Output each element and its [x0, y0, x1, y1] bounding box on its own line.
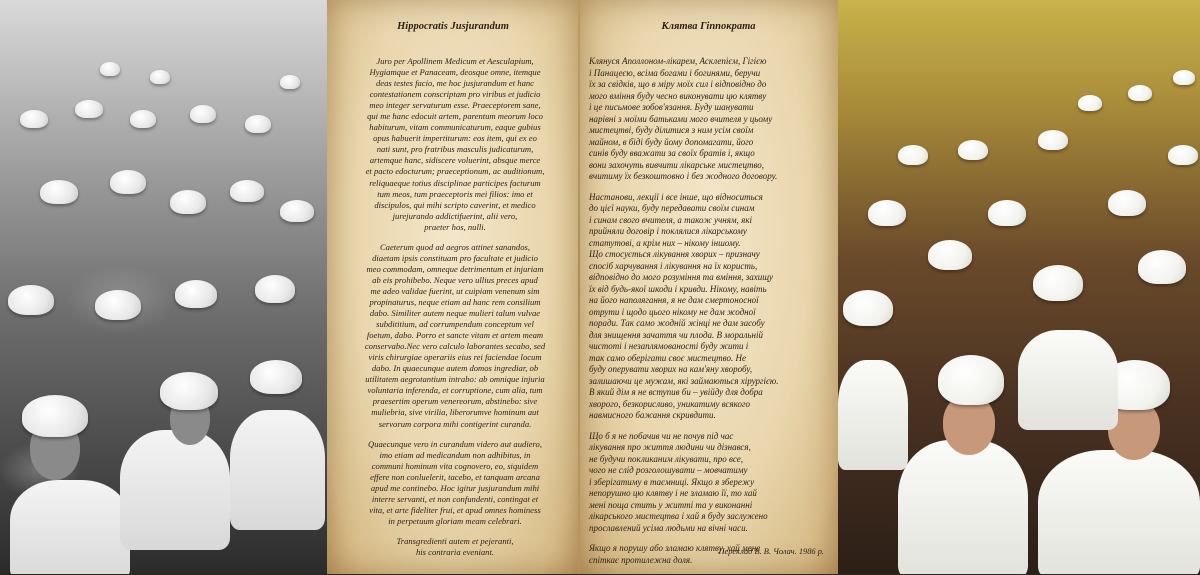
- student-figure: [1138, 250, 1186, 284]
- student-figure: [170, 190, 206, 214]
- student-figure: [1078, 95, 1102, 111]
- student-figure: [160, 372, 218, 410]
- student-figure: [130, 110, 156, 128]
- student-figure: [1018, 330, 1118, 430]
- modern-students-photo: [838, 0, 1200, 574]
- ukrainian-oath-page: [579, 0, 838, 574]
- latin-paragraph: Transgredienti autem et pejeranti, his contraria eveniant.: [396, 535, 514, 557]
- student-figure: [20, 110, 48, 128]
- latin-paragraph: Juro per Apollinem Medicum et Aesculapium, Hygiamque et Panaceam, deosque omne, itemque deas testes facio, me hoc jusjurandum et hanc contestationem conscriptam pro viribus et judicio meo integer servaturum esse. Praeceptorem sane, qui me hanc edocuit artem, parentum meorum loco habiturum, vitam communicaturum, eaque gubius opus habuerit impertiturum: eos item, qui ex eo nati sunt, pro fratribus masculis judicaturum, artemque hanc, sidiscere voluerint, absque merce et pacto edocturum; praeceptionum, ac auditionum, reliquaeque totius disciplinae participes facturum tum meos, tum praeceptoris mei filios: imo et discipulos, qui mihi scripto caverint, et medico jurejurando addictifuerint, alii vero, praeter hos, nulli.: [365, 56, 545, 232]
- student-figure: [1108, 190, 1146, 216]
- student-figure: [190, 105, 216, 123]
- student-figure: [280, 75, 300, 89]
- student-figure: [8, 285, 54, 315]
- student-figure: [100, 62, 120, 76]
- latin-title: Hippocratis Jusjurandum: [397, 21, 509, 32]
- latin-paragraph: Caeterum quod ad aegros attinet sanandos, diaetam ipsis constituam pro facultate et judicio meo commodam, omneque detrimentum et injuriam ab eis prohibebo. Neque vero ullius preces apud me adeo validae fuerint, ut cuipiam venenum sim propinaturus, neque etiam ad hanc rem consilium dabo. Similiter autem neque mulieri talum vulvae subdititium, ad corrumpendum conceptum vel foetum, dabo. Porro et sancte vitam et artem meam conservabo.Nec vero calculo laborantes secabo, sed viris chirurgiae operariis eius rei faciendae locum dabo. In quaecunque autem domos ingrediar, ob utilitatem aegrotantium intrabo: ab omnique injuria voluntaria inferenda, et corruptione, cum alia, tum praesertim operum venereorum, abstinebo: sive muliebria, sive virilia, liberorumve hominum aut servorum corpora mihi contigerint curanda.: [364, 241, 546, 429]
- historic-students-photo: [0, 0, 327, 574]
- student-figure: [1033, 265, 1083, 301]
- student-figure: [898, 145, 928, 165]
- student-figure: [868, 200, 906, 226]
- student-figure: [838, 360, 908, 470]
- ukrainian-title: Клятва Гіппократа: [661, 21, 756, 32]
- student-figure: [1038, 450, 1200, 574]
- latin-text: [341, 56, 569, 567]
- student-figure: [245, 115, 271, 133]
- student-figure: [928, 240, 972, 270]
- student-figure: [1173, 70, 1195, 85]
- latin-paragraph: Quaecunque vero in curandum videro aut audiero, imo etiam ad medicandum non adhibitus, in communi hominum vita cognovero, eo, siquidem effere non conluelerit, tacebo, et tanquam arcana apud me continebo. Hoc igitur jusjurandum mihi interre servanti, et non confundenti, contingat et vita, et arte fideliter frui, et apud omnes hominess in perpetuum gloriam meam celebrari.: [368, 438, 542, 526]
- ukrainian-paragraph: Настанови, лекції і все інше, що відноситься до цієї науки, буду передавати своїм синам і синам свого вчителя, а також учням, які прийняли договір і поклялися лікарському статутові, а крім них – нікому іншому. Що стосується лікування хворих – призначу спосіб харчування і лікування на їх користь, відповідно до мого розуміння та вміння, захищу їх від будь-якої шкоди і кривди. Нікому, навіть на його наполягання, я не дам смертоносної отрути і щодо цього нікому не дам жодної поради. Так само жодній жінці не дам засобу для знищення зачаття чи плода. В моральній чистоті і незаплямованості буду жити і так само оберігати своє мистецтво. Не буду оперувати хворих на кам'яну хворобу, залишаючи це мужам, які займаються хірургією. В який дім я не вступив би – увійду для добра хворого, безкорисливо, уникатиму всякого навмисного бажання скривдити.: [589, 191, 779, 420]
- student-figure: [898, 440, 1028, 574]
- student-figure: [230, 180, 264, 202]
- student-figure: [938, 355, 1004, 405]
- ukrainian-paragraph: Якщо я порушу або зламаю клятву, хай мене спіткає протилежна доля.: [589, 543, 761, 565]
- ukrainian-text: [589, 56, 824, 575]
- student-figure: [1128, 85, 1152, 101]
- student-figure: [1168, 145, 1198, 165]
- student-figure: [958, 140, 988, 160]
- student-figure: [230, 410, 325, 530]
- student-figure: [255, 275, 295, 303]
- student-figure: [175, 280, 217, 308]
- student-figure: [280, 200, 314, 222]
- student-figure: [988, 200, 1026, 226]
- student-figure: [120, 430, 230, 550]
- student-figure: [110, 170, 146, 194]
- student-figure: [1038, 130, 1068, 150]
- student-figure: [843, 290, 893, 326]
- student-figure: [75, 100, 103, 118]
- student-figure: [95, 290, 141, 320]
- student-figure: [150, 70, 170, 84]
- page-fold: [578, 0, 580, 574]
- ukrainian-paragraph: Клянуся Аполлоном-лікарем, Асклепієм, Гігією і Панацеєю, всіма богами і богинями, беручи їх за свідків, що в міру моїх сил і відповідно до мого вміння буду чесно виконувати цю клятву і це письмове зобов'язання. Буду шанувати нарівні з моїми батьками мого вчителя у цьому мистецтві, буду ділитися з ним усім своїм майном, в біді буду йому допомагати, його синів буду вважати за своїх братів і, якщо вони захочуть вивчити лікарське мистецтво, вчитиму їх безкоштовно і без жодного договору.: [589, 56, 778, 181]
- student-figure: [22, 395, 88, 437]
- translation-credit: Переклад В. В. Чолач. 1986 р.: [718, 547, 824, 556]
- latin-oath-page: [327, 0, 579, 574]
- student-figure: [40, 180, 78, 204]
- ukrainian-paragraph: Що б я не побачив чи не почув під час лікування про життя людини чи дізнався, не будучи покликаним лікувати, про все, чого не слід розголошувати – мовчатиму і зберігатиму в таємниці. Якщо я збережу непорушно цю клятву і не зламаю її, то хай мені поща стить у житті та у виконанні лікарського мистецтва і хай я буду заслужено прославлений усіма людьми на вічні часи.: [589, 430, 768, 533]
- student-figure: [250, 360, 302, 394]
- student-figure: [10, 480, 130, 574]
